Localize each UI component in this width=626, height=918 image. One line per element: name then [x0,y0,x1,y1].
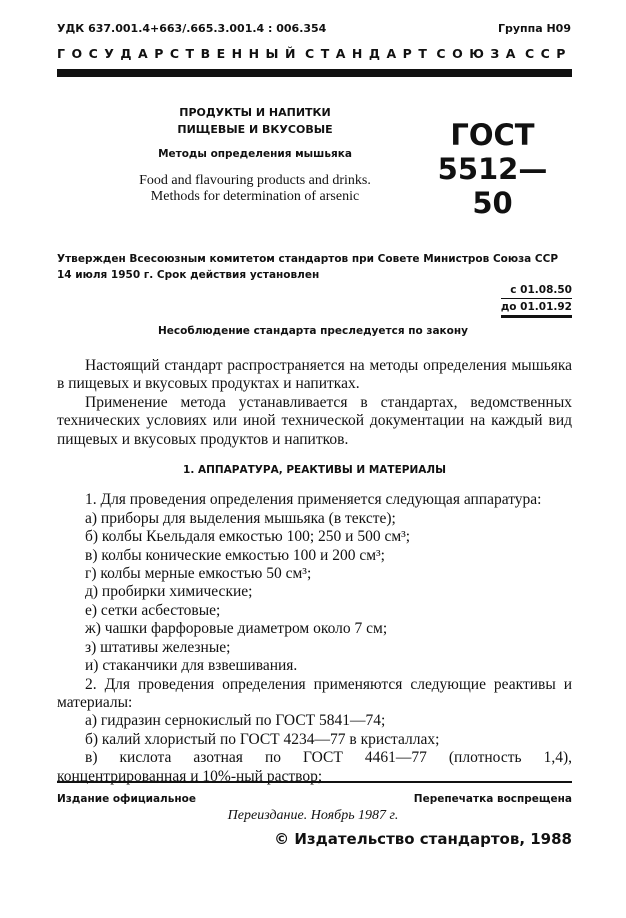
english-title-line1: Food and flavouring products and drinks. [139,173,371,188]
state-standard-banner [57,46,572,61]
paragraph: 1. Для проведения определения применяется следующая аппаратура: [85,491,542,509]
footer-rule [57,781,572,783]
reprint-notice: Перепечатка воспрещена [413,793,572,805]
reissue-note: Переиздание. Ноябрь 1987 г. [227,808,399,823]
list-item: в) колбы конические емкостью 100 и 200 см³; [85,546,385,564]
list-item: з) штативы железные; [85,638,231,656]
english-title-line2: Methods for determination of arsenic [150,189,360,204]
valid-to: до 01.01.92 [501,299,572,318]
banner-word: ССР [524,46,572,61]
paragraph: Применение метода устанавливается в стандартах, ведомственных технических условиях или иной технической документации на каждый вид пищевых и вкусовых продуктов и напитков. [57,393,572,448]
approval-line1: Утвержден Всесоюзным комитетом стандартов при Совете Министров Союза ССР [57,253,559,265]
approval-line2: 14 июля 1950 г. Срок действия установлен [57,269,320,281]
list-item: б) колбы Кьельдаля емкостью 100; 250 и 500 см³; [85,528,411,546]
official-edition: Издание официальное [57,793,196,805]
title-line2: ПИЩЕВЫЕ И ВКУСОВЫЕ [177,123,333,136]
group-code: Группа Н09 [497,22,571,35]
list-item: в) кислота азотная по ГОСТ 4461—77 (плотность 1,4), концентрированная и 10%-ный раствор; [57,749,572,785]
publisher: © Издательство стандартов, 1988 [274,830,572,848]
valid-from: с 01.08.50 [501,282,572,299]
banner-word: СОЮЗА [436,46,522,61]
list-item: е) сетки асбестовые; [85,601,221,619]
approval-text [57,251,558,283]
subtitle: Методы определения мышьяка [158,148,352,160]
paragraph: Настоящий стандарт распространяется на методы определения мышьяка в пищевых и вкусовых продуктах и напитках. [57,357,572,393]
header-rule [57,69,572,77]
list-item: ж) чашки фарфоровые диаметром около 7 см; [85,620,388,638]
law-notice: Несоблюдение стандарта преследуется по закону [158,325,468,337]
banner-word: ГОСУДАРСТВЕННЫЙ [57,46,302,61]
gost-label: ГОСТ [450,118,535,152]
list-item: а) гидразин сернокислый по ГОСТ 5841—74; [85,712,386,730]
validity-dates [501,282,572,318]
banner-word: СТАНДАРТ [305,46,434,61]
list-item: г) колбы мерные емкостью 50 см³; [85,565,312,583]
gost-code: 5512—50 [437,152,548,220]
paragraph: 2. Для проведения определения применяются следующие реактивы и материалы: [57,675,572,711]
gost-number [430,118,555,220]
body-text [57,357,572,786]
section-heading: 1. АППАРАТУРА, РЕАКТИВЫ И МАТЕРИАЛЫ [183,464,446,477]
english-title [130,173,380,205]
list-item: и) стаканчики для взвешивания. [85,657,298,675]
list-item: а) приборы для выделения мышьяка (в тексте); [85,509,396,527]
list-item: б) калий хлористый по ГОСТ 4234—77 в кристаллах; [85,730,440,748]
title-line1: ПРОДУКТЫ И НАПИТКИ [179,106,331,119]
list-item: д) пробирки химические; [85,583,253,601]
udk-code: УДК 637.001.4+663/.665.3.001.4 : 006.354 [57,22,327,35]
